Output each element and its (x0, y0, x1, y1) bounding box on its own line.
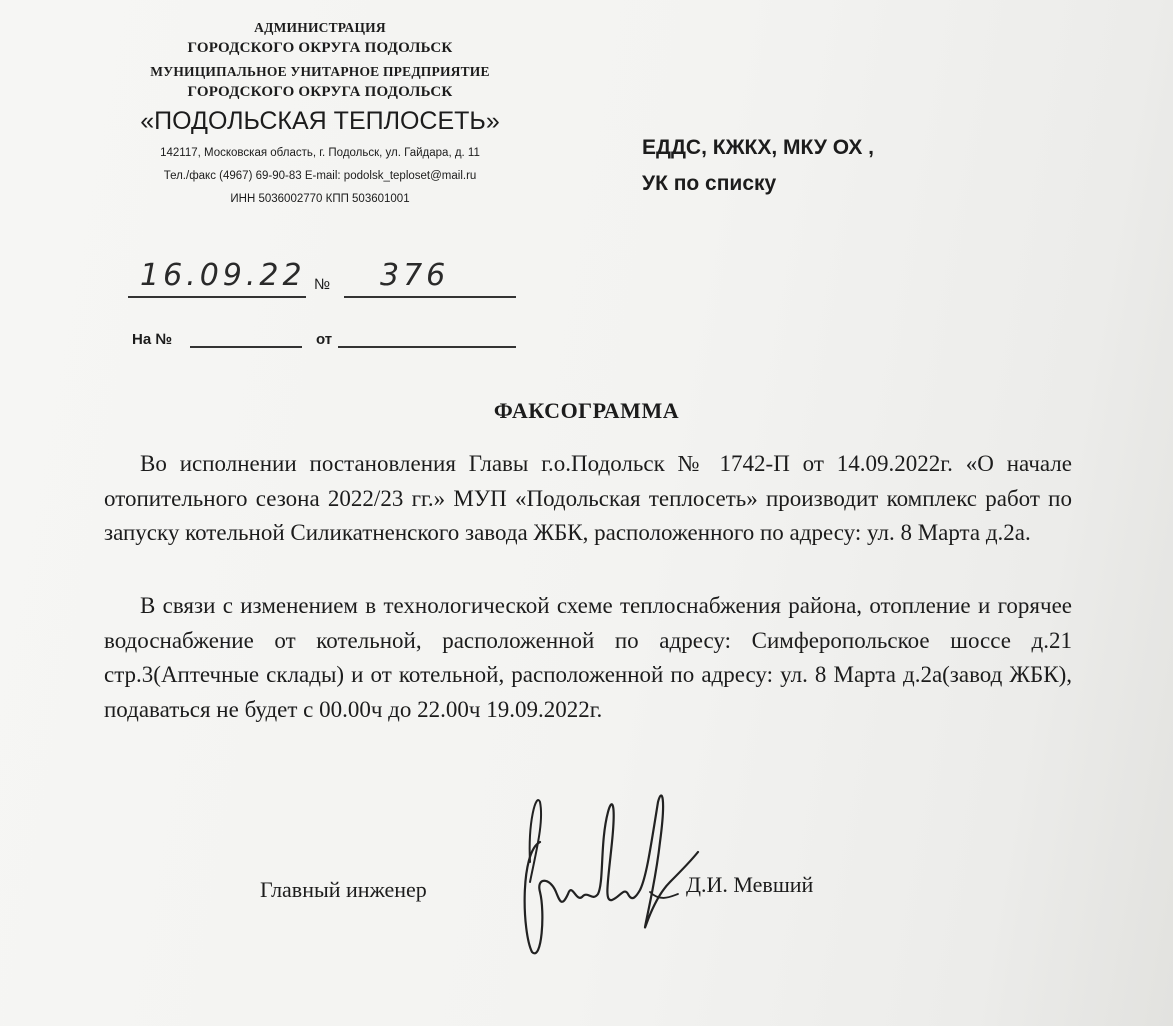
letterhead-line-district: ГОРОДСКОГО ОКРУГА ПОДОЛЬСК (187, 40, 453, 56)
addressee-line-2: УК по списку (642, 172, 777, 195)
addressee-block (642, 130, 874, 202)
registration-date: 16.09.22 (140, 258, 306, 293)
body-paragraph-1 (104, 447, 1072, 551)
reference-number-label: На № (132, 331, 173, 348)
organization-name: «ПОДОЛЬСКАЯ ТЕПЛОСЕТЬ» (140, 107, 500, 135)
date-underline (128, 296, 306, 298)
letterhead (100, 18, 540, 211)
reference-number-line (190, 346, 302, 348)
reference-date-label: от (316, 331, 333, 348)
addressee-line-1: ЕДДС, КЖКХ, МКУ ОХ , (642, 136, 874, 159)
signatory-name: Д.И. Мевший (686, 872, 814, 897)
body-paragraph-2 (104, 589, 1072, 727)
registration-number-label: № (314, 276, 331, 293)
reference-date-line (338, 346, 516, 348)
letterhead-line-administration: АДМИНИСТРАЦИЯ (254, 20, 386, 35)
organization-contacts: Тел./факс (4967) 69-90-83 E-mail: podolsk_teploset@mail.ru (163, 170, 477, 182)
letterhead-line-district-2: ГОРОДСКОГО ОКРУГА ПОДОЛЬСК (187, 84, 453, 100)
paragraph-text: В связи с изменением в технологической схеме теплоснабжения района, отопление и горячее водоснабжение от котельной, расположенной по адресу: Симферопольское шоссе д.21 стр.3(Аптечные склады) и от котельной, расположенной по адресу: ул. 8 Марта д.2а(завод ЖБК), подаваться не будет с 00.00ч до 22.00ч 19.09.2022г. (104, 593, 1072, 722)
letterhead-line-enterprise: МУНИЦИПАЛЬНОЕ УНИТАРНОЕ ПРЕДПРИЯТИЕ (150, 64, 490, 79)
handwritten-signature (500, 782, 700, 962)
paragraph-text: Во исполнении постановления Главы г.о.Подольск № 1742-П от 14.09.2022г. «О начале отопительного сезона 2022/23 гг.» МУП «Подольская теплосеть» производит комплекс работ по запуску котельной Силикатненского завода ЖБК, расположенного по адресу: ул. 8 Марта д.2а. (104, 451, 1072, 545)
number-underline (344, 296, 516, 298)
organization-address: 142117, Московская область, г. Подольск, ул. Гайдара, д. 11 (160, 147, 480, 159)
document-title: ФАКСОГРАММА (493, 398, 680, 423)
organization-tax-ids: ИНН 5036002770 КПП 503601001 (230, 193, 410, 205)
registration-number: 376 (380, 258, 450, 293)
signatory-position: Главный инженер (260, 877, 427, 902)
